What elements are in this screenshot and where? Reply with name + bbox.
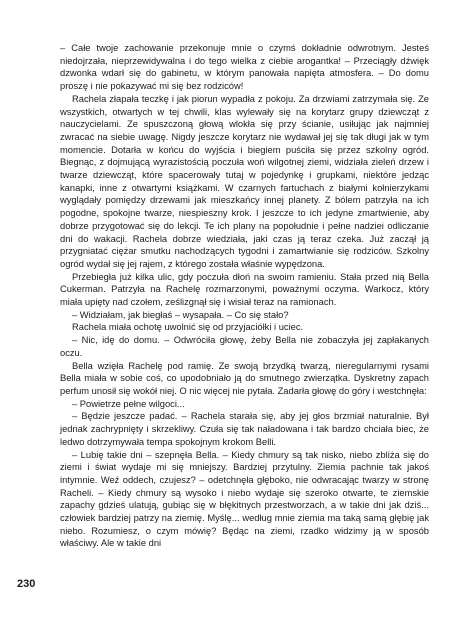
paragraph: – Powietrze pełne wilgoci... <box>72 398 185 409</box>
paragraph: – Lubię takie dni – szepnęła Bella. – Kiedy chmury są tak nisko, niebo zbliża się do ziemi i świat wydaje mi się mniejszy. Bardziej przytulny. Ziemia pachnie tak jakoś intymnie. Weź oddech, czujesz? – odetchnęła głęboko, nie odwracając twarzy w stronę Racheli. – Kiedy chmury są wysoko i niebo wydaje się szeroko otwarte, te ziemskie zapachy gdzieś ulatują, gubiąc się w błękitnych przestworzach, a w takie dni jak dziś... człowiek bardziej patrzy na ziemię. Myślę... według mnie ziemia ma taką samą głębię jak niebo. Rozumiesz, o czym mówię? Będąc na ziemi, rzadko widzimy ją w sposób właściwy. Ale w takie dni <box>60 449 429 549</box>
paragraph: Rachela złapała teczkę i jak piorun wypadła z pokoju. Za drzwiami zatrzymała się. Ze wszystkich, otwartych w tej chwili, klas wylewały się na korytarz grupy dziewcząt z nauczycielami. Ze spuszczoną głową wlokła się przy ścianie, usiłując jak najmniej zwracać na siebie uwagę. Nigdy jeszcze korytarz nie wydawał jej się tak długi jak w tym momencie. Dotarła w końcu do wyjścia i biegiem puściła się przez szkolny ogród. Biegnąc, z dojmującą wyrazistością poczuła woń wilgotnej ziemi, widziała zieleń drzew i twarze dziewcząt, które spacerowały tutaj w pojedynkę i grupkami, niektóre jedząc kanapki, inne z otwartymi książkami. W czarnych fartuchach z białymi kołnierzykami wyglądały pomiędzy drzewami jak mieszkańcy innej planety. Z bólem patrzyła na ich pogodne, spokojne twarze, niespieszny krok. I jeszcze to ich jedyne zmartwienie, aby dobrze przygotować się do lekcji. Te ich plany na popołudnie i pełne nadziei odliczanie dni do wakacji. Rachela dobrze wiedziała, jaki czas ją teraz czeka. Już zaczął ją przygniatać ciężar smutku nachodzących tygodni i zamartwianie się rodziców. Szkolny ogród wydał się jej rajem, z którego została właśnie wypędzona. <box>60 93 429 269</box>
paragraph: – Całe twoje zachowanie przekonuje mnie o czymś dokładnie odwrotnym. Jesteś niedojrzała, nieprzewidywalna i do tego wielka z ciebie arogantka! – Przeciągły dźwięk dzwonka wdarł się do gabinetu, w którym panowała napięta atmosfera. – Do domu proszę i nie pokazywać mi się bez rodziców! <box>60 43 429 92</box>
paragraph: Bella wzięła Rachelę pod ramię. Ze swoją brzydką twarzą, nieregularnymi rysami Bella miała w sobie coś, co upodobniało ją do smutnego zwierzątka. Dyskretny zapach perfum unosił się wokół niej. O nic więcej nie pytała. Zadarła głowę do góry i westchnęła: <box>60 360 429 396</box>
paragraph: – Widziałam, jak biegłaś – wysapała. – Co się stało? <box>72 309 289 320</box>
page-number: 230 <box>17 578 36 590</box>
paragraph: Przebiegła już kilka ulic, gdy poczuła dłoń na swoim ramieniu. Stała przed nią Bella Cukerman. Patrzyła na Rachelę rozmarzonymi, poważnymi oczyma. Warkocz, który miała upięty nad czołem, ześlizgnął się i wisiał teraz na ramionach. <box>60 271 429 308</box>
paragraph: Rachela miała ochotę uwolnić się od przyjaciółki i uciec. <box>72 322 304 333</box>
paragraph: – Nic, idę do domu. – Odwróciła głowę, żeby Bella nie zobaczyła jej zapłakanych oczu. <box>60 335 429 358</box>
paragraph: – Będzie jeszcze padać. – Rachela starała się, aby jej głos brzmiał naturalnie. Był jednak zachrypnięty i skrzekliwy. Czuła się tak naładowana i tak bardzo chciała biec, że ledwo dotrzymywała tempa spokojnym krokom Belli. <box>60 411 429 447</box>
body-text <box>60 42 429 550</box>
